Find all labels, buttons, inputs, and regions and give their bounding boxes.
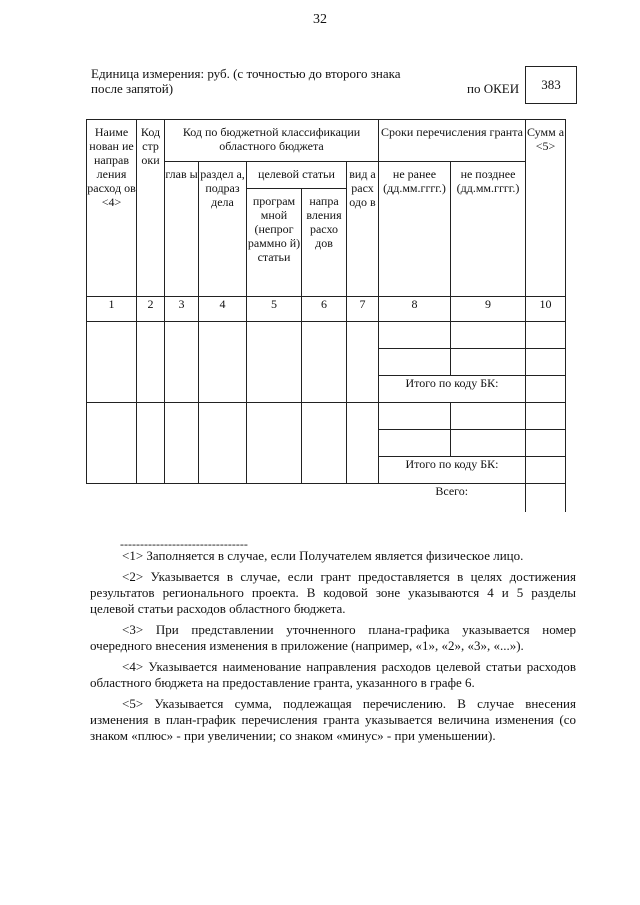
- table-cell: [165, 322, 199, 403]
- subtotal-label: Итого по коду БК:: [379, 376, 526, 403]
- footnote-5: <5> Указывается сумма, подлежащая перечислению. В случае внесения изменения в план-график перечисления гранта указывается величина изменения (со знаком «плюс» - при увеличении; со знаком «минус» - при уменьшении).: [90, 696, 576, 743]
- table-cell: [526, 403, 566, 430]
- footnote-3: <3> При представлении уточненного плана-графика указывается номер очередного внесения изменения в приложение (например, «1», «2», «3», «...»).: [90, 622, 576, 653]
- unit-line-2: после запятой): [91, 81, 174, 96]
- column-number: 5: [247, 297, 302, 322]
- header-expense-type: вид а расх одо в: [347, 162, 379, 297]
- header-transfer-terms: Сроки перечисления гранта: [379, 120, 526, 162]
- footnotes: [90, 548, 576, 749]
- header-not-later: не позднее (дд.мм.гггг.): [451, 162, 526, 297]
- column-number: 3: [165, 297, 199, 322]
- table-cell: [526, 430, 566, 457]
- column-number: 4: [199, 297, 247, 322]
- table-cell: [302, 403, 347, 484]
- table-cell: [165, 403, 199, 484]
- footnote-2: <2> Указывается в случае, если грант предоставляется в целях достижения результатов регионального проекта. В кодовой зоне указываются 4 и 5 разделы целевой статьи расходов областного бюджета.: [90, 569, 576, 616]
- total-label: Всего:: [379, 484, 526, 512]
- table-cell: [199, 322, 247, 403]
- payment-schedule-table: [86, 119, 566, 512]
- subtotal-label: Итого по коду БК:: [379, 457, 526, 484]
- column-number: 10: [526, 297, 566, 322]
- column-number: 1: [87, 297, 137, 322]
- unit-line-1: Единица измерения: руб. (с точностью до второго знака: [91, 66, 401, 81]
- table-cell: [247, 403, 302, 484]
- table-cell: [137, 322, 165, 403]
- subtotal-value: [526, 376, 566, 403]
- table-cell: [526, 349, 566, 376]
- header-budget-classification: Код по бюджетной классификации областного бюджета: [165, 120, 379, 162]
- table-cell: [87, 403, 137, 484]
- table-cell: [347, 322, 379, 403]
- table-cell: [137, 403, 165, 484]
- header-program-article: програм мной (непрог раммно й) статьи: [247, 189, 302, 297]
- table-cell: [347, 403, 379, 484]
- table-cell: [302, 322, 347, 403]
- total-value: [526, 484, 566, 512]
- table-cell: [199, 403, 247, 484]
- subtotal-value: [526, 457, 566, 484]
- header-target-article: целевой статьи: [247, 162, 347, 189]
- header-expense-direction: напра вления расхо дов: [302, 189, 347, 297]
- header-name: Наиме нован ие направ ления расход ов <4>: [87, 120, 137, 297]
- table-cell: [451, 349, 526, 376]
- footnote-separator: --------------------------------: [120, 537, 248, 551]
- table-cell: [379, 430, 451, 457]
- column-number: 9: [451, 297, 526, 322]
- column-number: 8: [379, 297, 451, 322]
- table-cell: [379, 322, 451, 349]
- header-sum: Сумм а <5>: [526, 120, 566, 297]
- table-cell: [451, 322, 526, 349]
- okei-label: по ОКЕИ: [467, 81, 520, 96]
- header-chapter: глав ы: [165, 162, 199, 297]
- header-section: раздел а, подраз дела: [199, 162, 247, 297]
- header-row-code: Код стр оки: [137, 120, 165, 297]
- table-cell: [451, 430, 526, 457]
- okei-code-box: 383: [525, 66, 577, 104]
- column-number: 2: [137, 297, 165, 322]
- page-number: 32: [313, 12, 327, 27]
- table-cell: [526, 322, 566, 349]
- table-cell: [87, 322, 137, 403]
- header-not-earlier: не ранее (дд.мм.гггг.): [379, 162, 451, 297]
- table-cell: [379, 403, 451, 430]
- column-number: 6: [302, 297, 347, 322]
- measurement-unit: [91, 66, 451, 96]
- footnote-1: <1> Заполняется в случае, если Получателем является физическое лицо.: [122, 548, 524, 563]
- table-cell: [247, 322, 302, 403]
- column-number: 7: [347, 297, 379, 322]
- table-cell: [451, 403, 526, 430]
- footnote-4: <4> Указывается наименование направления расходов целевой статьи расходов областного бюджета на предоставление гранта, указанного в графе 6.: [90, 659, 576, 690]
- table-cell: [379, 349, 451, 376]
